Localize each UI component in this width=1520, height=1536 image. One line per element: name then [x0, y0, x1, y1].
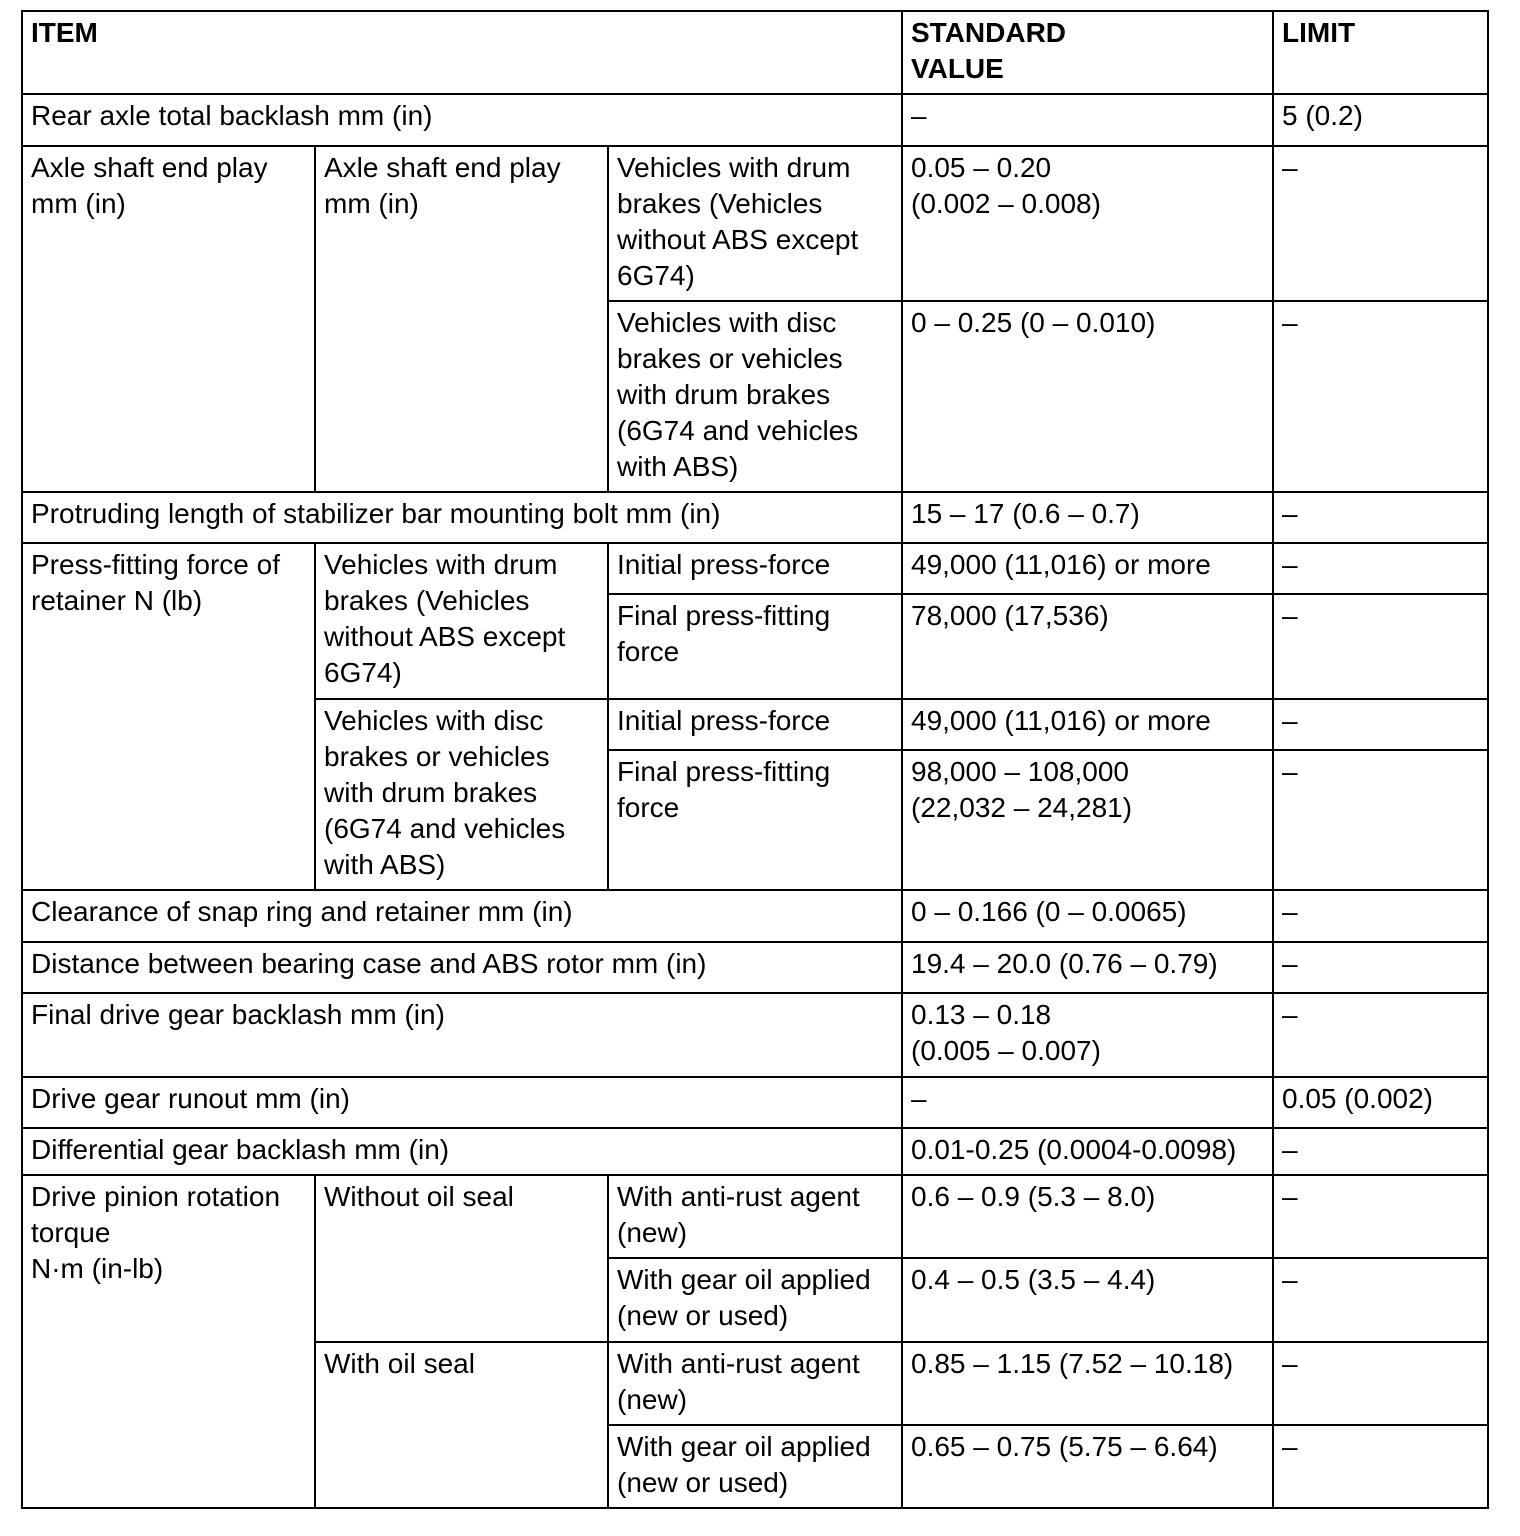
item-cell: Rear axle total backlash mm (in) — [22, 94, 902, 146]
limit-cell: – — [1273, 1342, 1488, 1425]
item-cell: Drive pinion rotation torque N·m (in-lb) — [22, 1175, 315, 1508]
standard-cell: 0.65 – 0.75 (5.75 – 6.64) — [902, 1425, 1273, 1508]
standard-cell: – — [902, 1077, 1273, 1128]
condition-cell: With gear oil applied (new or used) — [608, 1425, 902, 1508]
limit-cell: – — [1273, 146, 1488, 301]
item-cell: Differential gear backlash mm (in) — [22, 1128, 902, 1175]
limit-cell: – — [1273, 1175, 1488, 1258]
limit-cell: – — [1273, 492, 1488, 543]
limit-cell: 5 (0.2) — [1273, 94, 1488, 146]
item-cell: Final drive gear backlash mm (in) — [22, 993, 902, 1077]
table-row — [22, 492, 1488, 543]
condition-cell: Vehicles with disc brakes or vehicles with drum brakes (6G74 and vehicles with ABS) — [608, 301, 902, 492]
condition-cell: Final press-fitting force — [608, 594, 902, 699]
standard-cell: 49,000 (11,016) or more — [902, 699, 1273, 750]
table-row — [22, 942, 1488, 993]
standard-cell: 49,000 (11,016) or more — [902, 543, 1273, 594]
condition-cell: Initial press-force — [608, 543, 902, 594]
header-standard-value: STANDARD VALUE — [902, 11, 1273, 94]
header-item: ITEM — [22, 11, 902, 94]
standard-cell: 0.05 – 0.20 (0.002 – 0.008) — [902, 146, 1273, 301]
standard-cell: 0 – 0.166 (0 – 0.0065) — [902, 890, 1273, 942]
condition-cell: Vehicles with drum brakes (Vehicles without ABS except 6G74) — [608, 146, 902, 301]
condition-cell: With anti-rust agent (new) — [608, 1342, 902, 1425]
header-limit: LIMIT — [1273, 11, 1488, 94]
table-row — [22, 890, 1488, 942]
standard-cell: 78,000 (17,536) — [902, 594, 1273, 699]
table-row — [22, 1077, 1488, 1128]
subitem-cell: Without oil seal — [315, 1175, 608, 1342]
item-cell: Protruding length of stabilizer bar mounting bolt mm (in) — [22, 492, 902, 543]
item-cell: Clearance of snap ring and retainer mm (in) — [22, 890, 902, 942]
standard-cell: 0.85 – 1.15 (7.52 – 10.18) — [902, 1342, 1273, 1425]
standard-cell: 19.4 – 20.0 (0.76 – 0.79) — [902, 942, 1273, 993]
item-cell: Axle shaft end play mm (in) — [22, 146, 315, 492]
table-row — [22, 543, 1488, 594]
limit-cell: – — [1273, 993, 1488, 1077]
standard-cell: – — [902, 94, 1273, 146]
standard-cell: 15 – 17 (0.6 – 0.7) — [902, 492, 1273, 543]
condition-cell: With anti-rust agent (new) — [608, 1175, 902, 1258]
subitem-cell: Axle shaft end play mm (in) — [315, 146, 608, 492]
limit-cell: – — [1273, 890, 1488, 942]
standard-cell: 98,000 – 108,000 (22,032 – 24,281) — [902, 750, 1273, 890]
table-row — [22, 993, 1488, 1077]
standard-cell: 0.01-0.25 (0.0004-0.0098) — [902, 1128, 1273, 1175]
limit-cell: – — [1273, 1258, 1488, 1342]
table-row — [22, 1128, 1488, 1175]
item-cell: Drive gear runout mm (in) — [22, 1077, 902, 1128]
subitem-cell: Vehicles with disc brakes or vehicles with drum brakes (6G74 and vehicles with ABS) — [315, 699, 608, 890]
specifications-table — [21, 10, 1489, 1509]
header-row — [22, 11, 1488, 94]
item-cell: Press-fitting force of retainer N (lb) — [22, 543, 315, 890]
standard-cell: 0.6 – 0.9 (5.3 – 8.0) — [902, 1175, 1273, 1258]
condition-cell: With gear oil applied (new or used) — [608, 1258, 902, 1342]
subitem-cell: Vehicles with drum brakes (Vehicles without ABS except 6G74) — [315, 543, 608, 699]
limit-cell: – — [1273, 1425, 1488, 1508]
standard-cell: 0.13 – 0.18 (0.005 – 0.007) — [902, 993, 1273, 1077]
limit-cell: – — [1273, 942, 1488, 993]
subitem-cell: With oil seal — [315, 1342, 608, 1508]
limit-cell: – — [1273, 301, 1488, 492]
standard-cell: 0 – 0.25 (0 – 0.010) — [902, 301, 1273, 492]
condition-cell: Final press-fitting force — [608, 750, 902, 890]
item-cell: Distance between bearing case and ABS rotor mm (in) — [22, 942, 902, 993]
limit-cell: – — [1273, 699, 1488, 750]
limit-cell: – — [1273, 1128, 1488, 1175]
condition-cell: Initial press-force — [608, 699, 902, 750]
limit-cell: – — [1273, 750, 1488, 890]
table-row — [22, 94, 1488, 146]
limit-cell: – — [1273, 594, 1488, 699]
table-row — [22, 1175, 1488, 1258]
limit-cell: 0.05 (0.002) — [1273, 1077, 1488, 1128]
limit-cell: – — [1273, 543, 1488, 594]
table-row — [22, 146, 1488, 301]
standard-cell: 0.4 – 0.5 (3.5 – 4.4) — [902, 1258, 1273, 1342]
